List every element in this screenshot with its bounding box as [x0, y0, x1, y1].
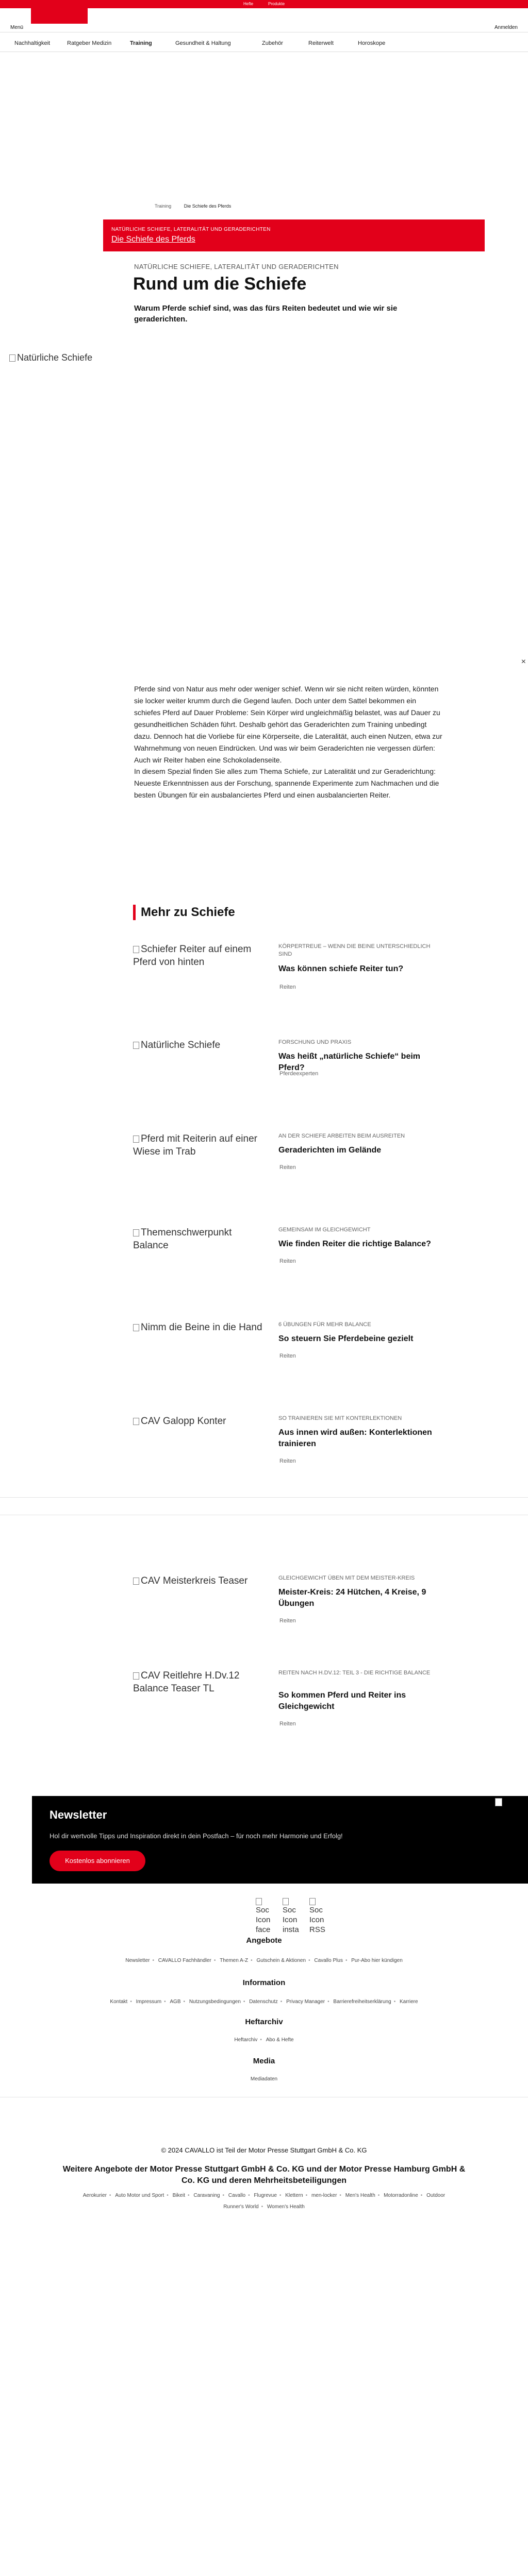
- article-paragraph-1: Pferde sind von Natur aus mehr oder weniger schief. Wenn wir sie nicht reiten würden, könnten sie locker weiter krumm durch die Gegend laufen. Doch unter dem Sattel bekommen ein schiefes Pferd auf Dauer Probleme: Sein Körper wird ungleichmäßig belastet, was auf Dauer zu gesundheitlichen Schäden führt. Deshalb gehört das Geraderichten zum Training unbedingt dazu. Dennoch hat die Vorliebe für eine Körperseite, die Lateralität, auch einen Nutzen, etwa zur Wahrnehmung von neuen Eindrücken. Und was wir beim Geraderichten nie vergessen dürfen: Auch wir Reiter haben eine Schokoladenseite.: [134, 685, 442, 764]
- footer-link[interactable]: Outdoor: [426, 2193, 446, 2198]
- breadcrumb-training[interactable]: Training: [155, 204, 172, 209]
- teaser-title[interactable]: So kommen Pferd und Reiter ins Gleichgewicht: [278, 1691, 406, 1711]
- teaser-author: Reiten: [279, 1721, 296, 1727]
- login-button[interactable]: Anmelden: [494, 25, 518, 30]
- teaser-image-alt: Nimm die Beine in die Hand: [141, 1322, 262, 1333]
- top-bar: [0, 0, 528, 8]
- teaser-author: Reiten: [279, 1458, 296, 1464]
- footer-links-information: Kontakt • Impressum • AGB • Nutzungsbedingungen • Datenschutz • Privacy Manager • Barrierefreiheitserklärung • Karriere: [110, 1999, 418, 2005]
- footer-link[interactable]: Motorradonline: [384, 2193, 418, 2198]
- teaser-image-alt: Pferd mit Reiterin auf einer Wiese im Trab: [133, 1133, 257, 1157]
- more-section-title: Mehr zu Schiefe: [133, 905, 235, 920]
- teaser-image-alt: CAV Galopp Konter: [141, 1416, 226, 1427]
- footer-links-angebote: Newsletter • CAVALLO Fachhändler • Themen A-Z • Gutschein & Aktionen • Cavallo Plus • Pur-Abo hier kündigen: [125, 1958, 403, 1963]
- teaser-title[interactable]: So steuern Sie Pferdebeine gezielt: [278, 1334, 414, 1343]
- article-paragraph-2: In diesem Spezial finden Sie alles zum Thema Schiefe, zur Lateralität und zur Geraderichtung: Neueste Erkenntnissen aus der Forschung, spannende Experimente zum Nachmachen und die besten Übungen für ein ausbalanciertes Pferd und einen ausbalancierten Reiter.: [134, 767, 439, 799]
- teaser-image-alt: Schiefer Reiter auf einem Pferd von hinten: [133, 944, 252, 968]
- teaser-kicker: GLEICHGEWICHT ÜBEN MIT DEM MEISTER-KREIS: [278, 1575, 415, 1581]
- teaser-author: Reiten: [279, 1353, 296, 1359]
- teaser-image-alt: CAV Meisterkreis Teaser: [141, 1575, 248, 1586]
- broken-image-icon: [283, 1898, 289, 1905]
- teaser-author: Reiten: [279, 984, 296, 990]
- teaser-author: Pferdeexperten: [279, 1071, 319, 1077]
- article-lead: Warum Pferde schief sind, was das fürs Reiten bedeutet und wie wir sie geraderichten.: [134, 304, 398, 324]
- article-kicker: NATÜRLICHE SCHIEFE, LATERALITÄT UND GERADERICHTEN: [134, 263, 339, 270]
- teaser-image-alt: CAV Reitlehre H.Dv.12 Balance Teaser TL: [133, 1670, 240, 1694]
- teaser-title[interactable]: Aus innen wird außen: Konterlektionen trainieren: [278, 1428, 432, 1448]
- teaser-image: [133, 1415, 267, 1428]
- teaser-image: [133, 1669, 267, 1695]
- teaser-author: Reiten: [279, 1618, 296, 1624]
- breadcrumb-current: Die Schiefe des Pferds: [184, 204, 232, 209]
- footer-link[interactable]: men-locker: [311, 2193, 337, 2198]
- teaser-title[interactable]: Wie finden Reiter die richtige Balance?: [278, 1240, 431, 1248]
- section-divider: [0, 1497, 528, 1498]
- teaser-kicker: SO TRAINIEREN SIE MIT KONTERLEKTIONEN: [278, 1415, 402, 1421]
- footer-link[interactable]: Cavallo Plus: [314, 1958, 343, 1963]
- teaser-kicker: AN DER SCHIEFE ARBEITEN BEIM AUSREITEN: [278, 1133, 405, 1139]
- nav-item-training[interactable]: Training: [130, 40, 152, 46]
- footer-link[interactable]: Privacy Manager: [286, 1999, 325, 2005]
- footer-link[interactable]: Kontakt: [110, 1999, 128, 2005]
- footer-link[interactable]: Pur-Abo hier kündigen: [351, 1958, 403, 1963]
- hero-kicker: NATÜRLICHE SCHIEFE, LATERALITÄT UND GERADERICHTEN: [111, 227, 271, 232]
- instagram-icon[interactable]: Soc Icon insta: [283, 1898, 303, 1935]
- topbar-link-hefte[interactable]: Hefte: [243, 2, 254, 6]
- breadcrumb: [155, 204, 242, 209]
- nav-item-horoskope[interactable]: Horoskope: [358, 40, 386, 46]
- teaser-image: [133, 1226, 267, 1252]
- footer-link[interactable]: Bikeit: [172, 2193, 186, 2198]
- footer-links-heftarchiv: Heftarchiv • Abo & Hefte: [234, 2037, 294, 2043]
- footer-link[interactable]: Impressum: [136, 1999, 162, 2005]
- footer-link[interactable]: Abo & Hefte: [266, 2037, 294, 2043]
- footer-links-media: [0, 2076, 528, 2082]
- footer-link[interactable]: Gutschein & Aktionen: [256, 1958, 306, 1963]
- footer-link[interactable]: Nutzungsbedingungen: [189, 1999, 241, 2005]
- broken-image-icon: [133, 1324, 139, 1331]
- footer-link[interactable]: Caravaning: [193, 2193, 220, 2198]
- teaser-title[interactable]: Geraderichten im Gelände: [278, 1146, 382, 1155]
- footer-link[interactable]: Themen A-Z: [220, 1958, 249, 1963]
- category-nav: [0, 32, 528, 52]
- footer-link[interactable]: AGB: [170, 1999, 181, 2005]
- teaser-author: Reiten: [279, 1164, 296, 1171]
- article-image: [9, 352, 92, 363]
- footer-link[interactable]: Heftarchiv: [234, 2037, 258, 2043]
- teaser-image: [133, 1321, 267, 1334]
- teaser-title[interactable]: Was können schiefe Reiter tun?: [278, 964, 404, 973]
- broken-image-icon: [309, 1898, 316, 1905]
- nav-item-zubehoer[interactable]: Zubehör: [262, 40, 283, 46]
- teaser-image: [133, 1574, 267, 1587]
- footer-link[interactable]: Mediadaten: [250, 2076, 278, 2082]
- broken-image-icon: [133, 946, 139, 953]
- footer-link[interactable]: Cavallo: [228, 2193, 246, 2198]
- teaser-kicker: 6 ÜBUNGEN FÜR MEHR BALANCE: [278, 1321, 371, 1328]
- footer-link[interactable]: Men's Health: [345, 2193, 375, 2198]
- teaser-kicker: KÖRPERTREUE – WENN DIE BEINE UNTERSCHIEDLICH SIND: [278, 943, 431, 957]
- newsletter-description: Hol dir wertvolle Tipps und Inspiration direkt in dein Postfach – für noch mehr Harmonie und Erfolg!: [50, 1832, 343, 1840]
- footer-link[interactable]: Women's Health: [267, 2204, 305, 2210]
- teaser-author: Reiten: [279, 1258, 296, 1264]
- nav-item-ratgeber-medizin[interactable]: Ratgeber Medizin: [67, 40, 112, 46]
- footer-link[interactable]: Aerokurier: [82, 2193, 107, 2198]
- facebook-icon[interactable]: Soc Icon face: [256, 1898, 276, 1935]
- topbar-link-produkte[interactable]: Produkte: [268, 2, 285, 6]
- teaser-kicker: REITEN NACH H.DV.12: TEIL 3 - DIE RICHTIGE BALANCE: [278, 1670, 431, 1676]
- copyright: © 2024 CAVALLO ist Teil der Motor Presse Stuttgart GmbH & Co. KG: [161, 2146, 367, 2154]
- special-hero: [103, 219, 485, 251]
- footer-link[interactable]: Newsletter: [125, 1958, 150, 1963]
- footer-link[interactable]: Runner's World: [223, 2204, 259, 2210]
- broken-image-icon: [133, 1042, 139, 1049]
- teaser-image: [133, 943, 267, 969]
- footer-heading-media: Media: [253, 2057, 275, 2065]
- nav-item-nachhaltigkeit[interactable]: Nachhaltigkeit: [14, 40, 51, 46]
- site-logo[interactable]: [31, 8, 88, 24]
- teaser-image-alt: Natürliche Schiefe: [141, 1040, 221, 1050]
- footer-link[interactable]: Klettern: [285, 2193, 303, 2198]
- footer-heading-information: Information: [242, 1978, 286, 1987]
- footer-links-brands-2: Runner's World • Women's Health: [223, 2204, 305, 2210]
- newsletter-subscribe-button[interactable]: Kostenlos abonnieren: [50, 1851, 145, 1871]
- more-offers-heading: Weitere Angebote der Motor Presse Stuttgart GmbH & Co. KG und der Motor Presse Hamburg GmbH & Co. KG und deren Mehrheitsbeteiligungen: [62, 2165, 466, 2185]
- footer-link[interactable]: Datenschutz: [249, 1999, 278, 2005]
- footer-link[interactable]: Auto Motor und Sport: [115, 2193, 164, 2198]
- menu-button[interactable]: Menü: [10, 25, 24, 30]
- newsletter-title: Newsletter: [50, 1808, 107, 1821]
- teaser-title[interactable]: Meister-Kreis: 24 Hütchen, 4 Kreise, 9 Übungen: [278, 1588, 426, 1608]
- footer-link[interactable]: Flugrevue: [254, 2193, 277, 2198]
- hero-title-link[interactable]: Die Schiefe des Pferds: [111, 235, 195, 244]
- broken-image-icon: [495, 1798, 502, 1806]
- footer-heading-heftarchiv: Heftarchiv: [245, 2018, 283, 2026]
- newsletter-box: [32, 1796, 528, 1884]
- broken-image-icon: [133, 1229, 139, 1236]
- footer-link[interactable]: CAVALLO Fachhändler: [158, 1958, 211, 1963]
- teaser-kicker: FORSCHUNG UND PRAXIS: [278, 1039, 352, 1045]
- nav-item-gesundheit-haltung[interactable]: Gesundheit & Haltung: [175, 40, 231, 46]
- broken-image-icon: [133, 1672, 139, 1680]
- close-icon[interactable]: ×: [521, 657, 526, 666]
- broken-image-icon: [256, 1898, 262, 1905]
- broken-image-icon: [133, 1418, 139, 1425]
- broken-image-icon: [9, 354, 15, 362]
- footer-heading-angebote: Angebote: [246, 1936, 282, 1945]
- broken-image-icon: [133, 1578, 139, 1585]
- teaser-image: [133, 1039, 267, 1052]
- footer-links-brands: Aerokurier • Auto Motor und Sport • Bikeit • Caravaning • Cavallo • Flugrevue • Klettern • men-locker • Men's Health • Motorradonline • Outdoor: [82, 2193, 446, 2198]
- footer-link[interactable]: Karriere: [400, 1999, 418, 2005]
- footer-link[interactable]: Barrierefreiheitserklärung: [333, 1999, 391, 2005]
- broken-image-icon: [133, 1136, 139, 1143]
- teaser-title[interactable]: Was heißt „natürliche Schiefe“ beim Pferd?: [278, 1052, 421, 1072]
- nav-item-reiterwelt[interactable]: Reiterwelt: [308, 40, 334, 46]
- article-image-alt: Natürliche Schiefe: [17, 352, 93, 363]
- teaser-image: [133, 1132, 267, 1158]
- newsletter-image: [495, 1798, 526, 1839]
- teaser-image-alt: Themenschwerpunkt Balance: [133, 1227, 232, 1251]
- rss-icon[interactable]: Soc Icon RSS: [309, 1898, 330, 1935]
- teaser-kicker: GEMEINSAM IM GLEICHGEWICHT: [278, 1227, 371, 1233]
- page-title: Rund um die Schiefe: [133, 274, 307, 294]
